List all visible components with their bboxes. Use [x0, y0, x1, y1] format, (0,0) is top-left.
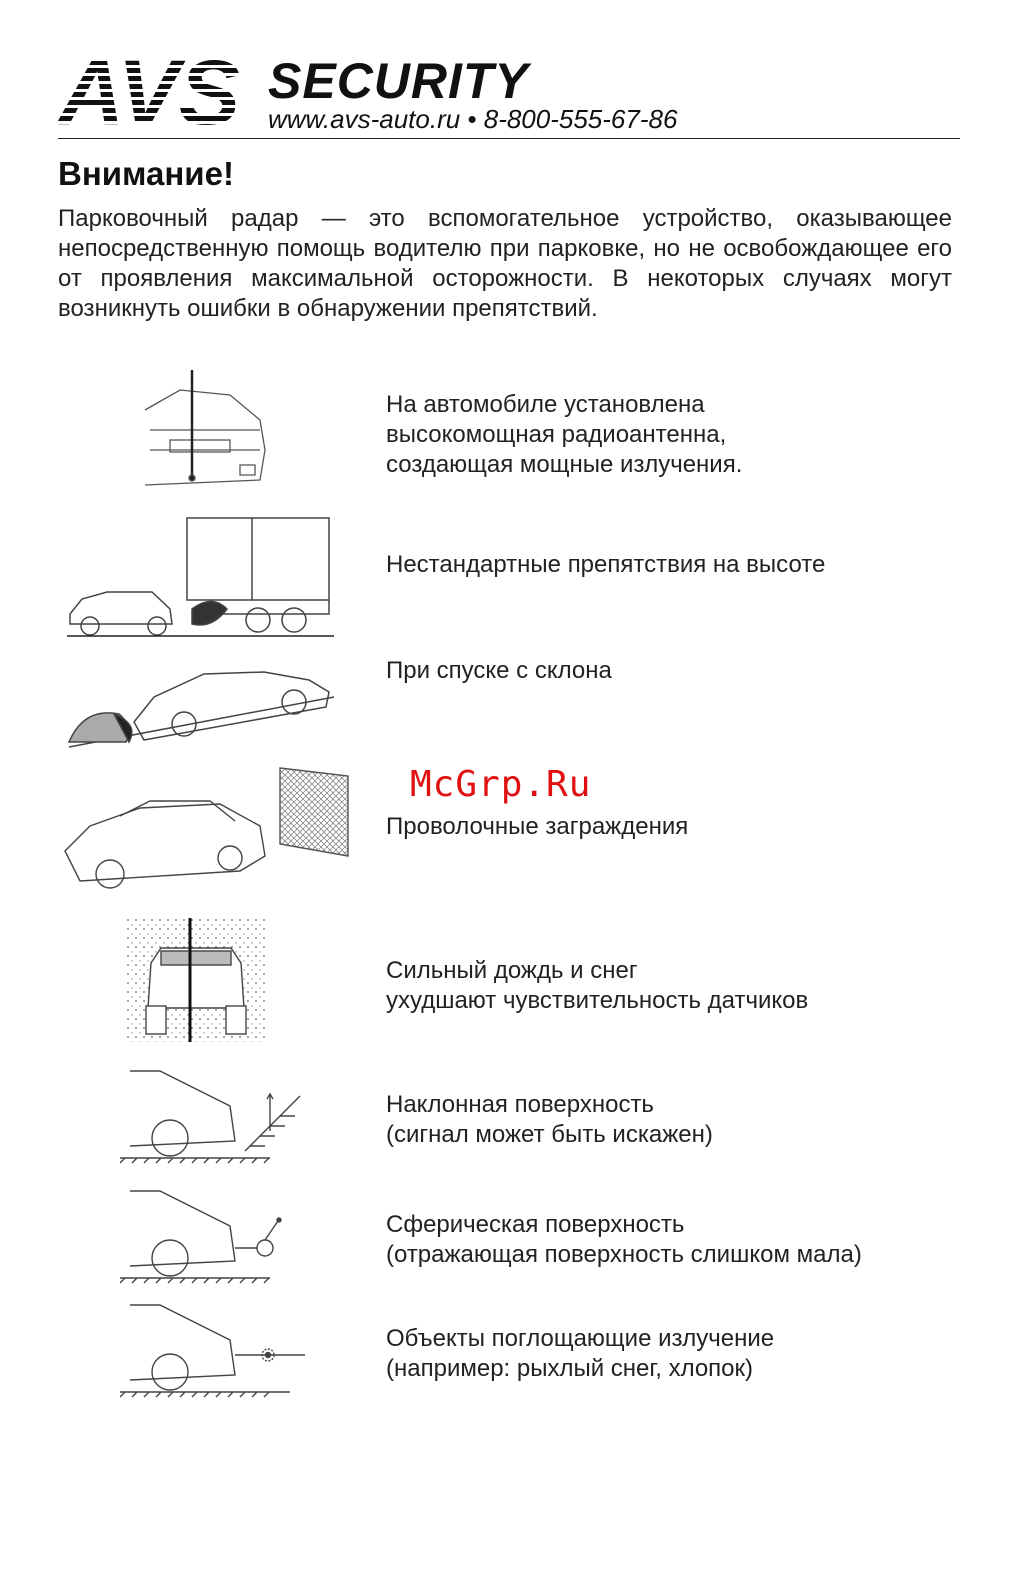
brand-name: SECURITY [268, 53, 529, 109]
car-antenna-icon [140, 370, 270, 495]
intro-paragraph: Парковочный радар — это вспомогательное устройство, оказывающее непосредственную помощь водителю при парковке, но не освобождающее его от проявления максимальной осторожности. В некоторых случаях могут возникнуть ошибки в обнаружении препятствий. [58, 205, 952, 322]
inclined-surface-icon [120, 1066, 305, 1164]
caption-line: создающая мощные излучения. [386, 451, 743, 478]
caption-line: Наклонная поверхность [386, 1091, 654, 1118]
caption-line: Проволочные заграждения [386, 813, 689, 840]
spherical-surface-icon [120, 1186, 305, 1284]
rain-snow-icon [126, 918, 266, 1042]
truck-obstacle-icon [62, 514, 334, 639]
caption-line: высокомощная радиоантенна, [386, 421, 727, 448]
absorbing-object-icon [120, 1300, 305, 1398]
caption-line: На автомобиле установлена [386, 391, 705, 418]
logo-text: AVS [58, 52, 241, 132]
header-divider [58, 138, 960, 139]
caption-line: Сферическая поверхность [386, 1211, 685, 1238]
brand-contact[interactable]: www.avs-auto.ru • 8-800-555-67-86 [268, 104, 678, 134]
caption-line: Нестандартные препятствия на высоте [386, 551, 826, 578]
caption-line: Объекты поглощающие излучение [386, 1325, 775, 1352]
page-title: Внимание! [58, 155, 234, 192]
caption-line: ухудшают чувствительность датчиков [386, 987, 809, 1014]
caption-line: (например: рыхлый снег, хлопок) [386, 1355, 754, 1382]
wire-fence-icon [60, 766, 350, 896]
watermark: McGrp.Ru [410, 764, 592, 805]
caption-line: При спуске с склона [386, 657, 612, 684]
slope-car-icon [64, 652, 336, 752]
header [58, 52, 958, 142]
caption-line: (отражающая поверхность слишком мала) [386, 1241, 862, 1268]
caption-line: (сигнал может быть искажен) [386, 1121, 713, 1148]
avs-logo [58, 52, 258, 132]
caption-line: Сильный дождь и снег [386, 957, 638, 984]
